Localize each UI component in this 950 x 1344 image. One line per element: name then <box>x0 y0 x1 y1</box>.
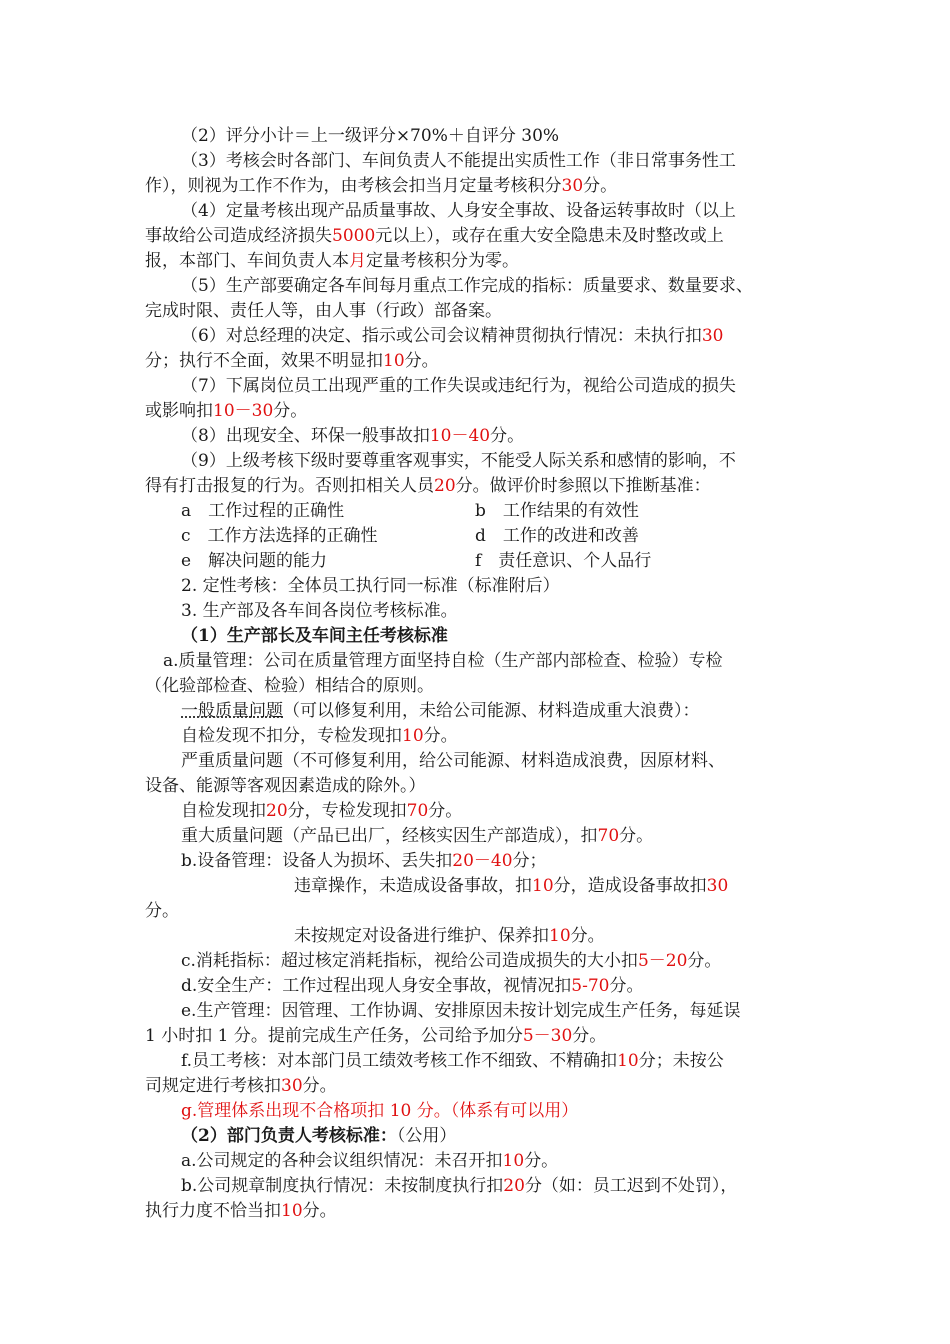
criteria-item: f 责任意识、个人品行 <box>475 551 652 571</box>
text-line: 未按规定对设备进行维护、保养扣10分。 <box>294 926 605 946</box>
text-line: 设备、能源等客观因素造成的除外。） <box>145 776 426 796</box>
criteria-item: a 工作过程的正确性 <box>181 501 345 521</box>
text-line: 一般质量问题（可以修复利用，未给公司能源、材料造成重大浪费）： <box>181 701 700 721</box>
text-line: e.生产管理：因管理、工作协调、安排原因未按计划完成生产任务，每延误 <box>181 1001 741 1021</box>
text-line: 1 小时扣 1 分。提前完成生产任务，公司给予加分5－30分。 <box>145 1026 607 1046</box>
text-line: （3）考核会时各部门、车间负责人不能提出实质性工作（非日常事务性工 <box>181 151 736 171</box>
section-heading: （2）部门负责人考核标准：（公用） <box>181 1126 457 1146</box>
text-line: b.设备管理：设备人为损坏、丢失扣20－40分； <box>181 851 547 871</box>
text-line: （8）出现安全、环保一般事故扣10－40分。 <box>181 426 525 446</box>
text-line: 2. 定性考核：全体员工执行同一标准（标准附后） <box>181 576 560 596</box>
text-line: （4）定量考核出现产品质量事故、人身安全事故、设备运转事故时（以上 <box>181 201 736 221</box>
text-line: f.员工考核：对本部门员工绩效考核工作不细致、不精确扣10分；未按公 <box>181 1051 724 1071</box>
text-line: （7）下属岗位员工出现严重的工作失误或违纪行为，视给公司造成的损失 <box>181 376 736 396</box>
text-line: 分。 <box>145 901 179 921</box>
text-line: 报，本部门、车间负责人本月定量考核积分为零。 <box>145 251 519 271</box>
highlight-line: g.管理体系出现不合格项扣 10 分。（体系有可以用） <box>181 1101 579 1121</box>
criteria-item: c 工作方法选择的正确性 <box>181 526 378 546</box>
section-heading: （1）生产部长及车间主任考核标准 <box>181 626 448 646</box>
text-line: 司规定进行考核扣30分。 <box>145 1076 337 1096</box>
text-line: 作），则视为工作不作为，由考核会扣当月定量考核积分30分。 <box>145 176 618 196</box>
text-line: a.公司规定的各种会议组织情况：未召开扣10分。 <box>181 1151 559 1171</box>
text-line: 完成时限、责任人等，由人事（行政）部备案。 <box>145 301 502 321</box>
text-line: 事故给公司造成经济损失5000元以上），或存在重大安全隐患未及时整改或上 <box>145 226 724 246</box>
text-line: d.安全生产：工作过程出现人身安全事故，视情况扣5-70分。 <box>181 976 644 996</box>
text-line: 自检发现不扣分，专检发现扣10分。 <box>181 726 458 746</box>
text-line: c.消耗指标：超过核定消耗指标，视给公司造成损失的大小扣5－20分。 <box>181 951 722 971</box>
text-line: 或影响扣10－30分。 <box>145 401 308 421</box>
text-line: （化验部检查、检验）相结合的原则。 <box>145 676 434 696</box>
criteria-item: d 工作的改进和改善 <box>475 526 639 546</box>
text-line: 3. 生产部及各车间各岗位考核标准。 <box>181 601 458 621</box>
text-line: （2）评分小计＝上一级评分×70%＋自评分 30% <box>181 126 560 146</box>
text-line: （6）对总经理的决定、指示或公司会议精神贯彻执行情况：未执行扣30 <box>181 326 724 346</box>
criteria-item: b 工作结果的有效性 <box>475 501 639 521</box>
text-line: （5）生产部要确定各车间每月重点工作完成的指标：质量要求、数量要求、 <box>181 276 753 296</box>
text-line: a.质量管理：公司在质量管理方面坚持自检（生产部内部检查、检验）专检 <box>163 651 723 671</box>
text-line: 严重质量问题（不可修复利用，给公司能源、材料造成浪费，因原材料、 <box>181 751 725 771</box>
text-line: 分；执行不全面，效果不明显扣10分。 <box>145 351 439 371</box>
text-line: 违章操作，未造成设备事故，扣10分，造成设备事故扣30 <box>294 876 729 896</box>
text-line: 自检发现扣20分，专检发现扣70分。 <box>181 801 463 821</box>
text-line: （9）上级考核下级时要尊重客观事实，不能受人际关系和感情的影响，不 <box>181 451 736 471</box>
criteria-item: e 解决问题的能力 <box>181 551 328 571</box>
text-line: 执行力度不恰当扣10分。 <box>145 1201 337 1221</box>
text-line: 重大质量问题（产品已出厂，经核实因生产部造成），扣70分。 <box>181 826 654 846</box>
text-line: 得有打击报复的行为。否则扣相关人员20分。做评价时参照以下推断基准： <box>145 476 711 496</box>
text-line: b.公司规章制度执行情况：未按制度执行扣20分（如：员工迟到不处罚）， <box>181 1176 738 1196</box>
